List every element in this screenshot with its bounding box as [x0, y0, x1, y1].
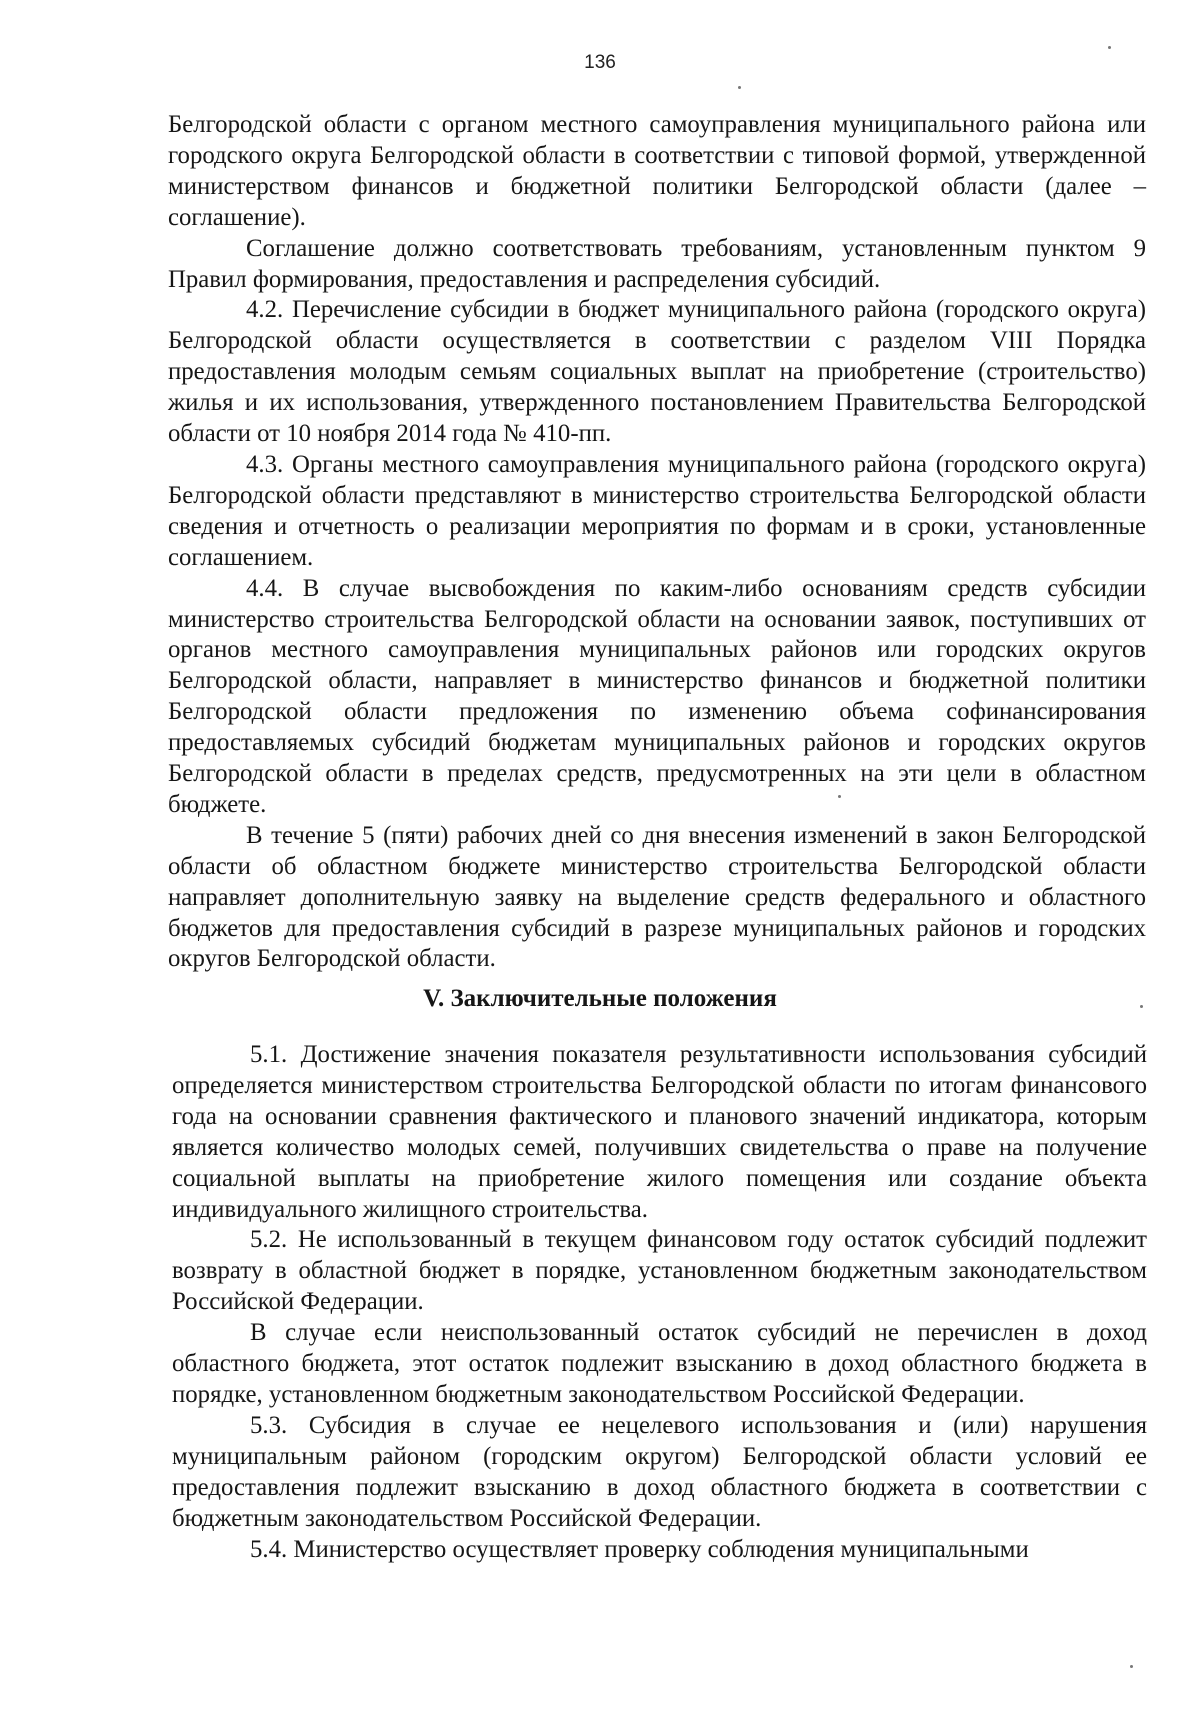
scan-speck [838, 795, 841, 798]
paragraph: Соглашение должно соответствовать требованиям, установленным пунктом 9 Правил формирования, предоставления и распределения субсидий. [168, 234, 1146, 293]
scan-speck [1108, 46, 1111, 49]
paragraph: 5.4. Министерство осуществляет проверку соблюдения муниципальными [250, 1535, 1029, 1563]
paragraph: В случае если неиспользованный остаток субсидий не перечислен в доход областного бюджета, этот остаток подлежит взысканию в доход областного бюджета в порядке, установленном бюджетным законодательством Российской Федерации. [172, 1319, 1147, 1408]
paragraph: В течение 5 (пяти) рабочих дней со дня внесения изменений в закон Белгородской области об областном бюджете министерство строительства Белгородской области направляет дополнительную заявку на выделение средств федерального и областного бюджетов для предоставления субсидий в разрезе муниципальных районов и городских округов Белгородской области. [168, 821, 1146, 973]
paragraph: 5.1. Достижение значения показателя результативности использования субсидий определяется министерством строительства Белгородской области по итогам финансового года на основании сравнения фактического и планового значений индикатора, которым является количество молодых семей, получивших свидетельства о праве на получение социальной выплаты на приобретение жилого помещения или создание объекта индивидуального жилищного строительства. [172, 1041, 1147, 1223]
paragraph: 4.4. В случае высвобождения по каким-либо основаниям средств субсидии министерство строительства Белгородской области на основании заявок, поступивших от органов местного самоуправления муниципальных районов или городских округов Белгородской области, направляет в министерство финансов и бюджетной политики Белгородской области предложения по изменению объема софинансирования предоставляемых субсидий бюджетам муниципальных районов и городских округов Белгородской области в пределах средств, предусмотренных на эти цели в областном бюджете. [168, 574, 1146, 818]
paragraph: Белгородской области с органом местного самоуправления муниципального района или городского округа Белгородской области в соответствии с типовой формой, утвержденной министерством финансов и бюджетной политики Белгородской области (далее – соглашение). [168, 111, 1146, 231]
page-number: 136 [584, 52, 616, 73]
paragraph: 5.3. Субсидия в случае ее нецелевого использования и (или) нарушения муниципальным районом (городским округом) Белгородской области условий ее предоставления подлежит взысканию в доход областного бюджета в соответствии с бюджетным законодательством Российской Федерации. [172, 1411, 1147, 1532]
scan-speck [1130, 1665, 1133, 1668]
scan-speck [1140, 1005, 1143, 1008]
section-4-text [168, 110, 1146, 975]
section-heading: V. Заключительные положения [423, 985, 777, 1012]
paragraph: 4.2. Перечисление субсидии в бюджет муниципального района (городского округа) Белгородской области осуществляется в соответствии с разделом VIII Порядка предоставления молодым семьям социальных выплат на приобретение (строительство) жилья и их использования, утвержденного постановлением Правительства Белгородской области от 10 ноября 2014 года № 410-пп. [168, 296, 1146, 448]
paragraph: 4.3. Органы местного самоуправления муниципального района (городского округа) Белгородской области представляют в министерство строительства Белгородской области сведения и отчетность о реализации мероприятия по формам и в сроки, установленные соглашением. [168, 450, 1146, 571]
section-5-text [172, 1040, 1147, 1565]
scan-speck [738, 86, 741, 89]
paragraph: 5.2. Не использованный в текущем финансовом году остаток субсидий подлежит возврату в областной бюджет в порядке, установленном бюджетным законодательством Российской Федерации. [172, 1226, 1147, 1316]
